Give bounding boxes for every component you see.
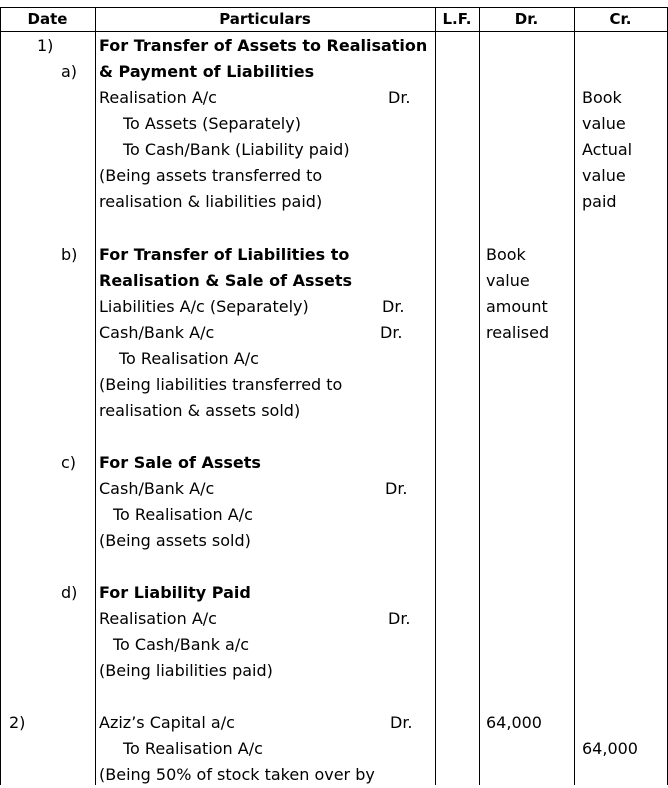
dr-amount-text: Book xyxy=(486,245,526,264)
credit-account: To Realisation A/c xyxy=(123,739,263,758)
entry-title: For Transfer of Assets to Realisation xyxy=(99,36,428,55)
col-border-date xyxy=(95,7,96,785)
col-border-dr xyxy=(574,7,575,785)
cr-amount-text: value xyxy=(582,166,626,185)
dr-amount-text: realised xyxy=(486,323,550,342)
dr-marker: Dr. xyxy=(388,609,411,628)
cr-amount: 64,000 xyxy=(582,739,638,758)
dr-marker: Dr. xyxy=(382,297,405,316)
dr-amount-text: amount xyxy=(486,297,548,316)
entry-number: 1) xyxy=(37,36,54,55)
debit-account: Realisation A/c xyxy=(99,609,217,628)
debit-account: Cash/Bank A/c xyxy=(99,479,215,498)
header-bottom-border xyxy=(0,31,668,32)
entry-sub-label: a) xyxy=(61,62,78,81)
narration: (Being liabilities transferred to xyxy=(99,375,343,394)
dr-marker: Dr. xyxy=(385,479,408,498)
header-lf: L.F. xyxy=(442,10,472,28)
entry-sub-label: c) xyxy=(61,453,77,472)
entry-sub-label: b) xyxy=(61,245,78,264)
col-border-particulars xyxy=(435,7,436,785)
dr-marker: Dr. xyxy=(380,323,403,342)
cr-amount-text: Actual xyxy=(582,140,633,159)
col-border-lf xyxy=(479,7,480,785)
header-dr: Dr. xyxy=(514,10,539,28)
entry-title: For Sale of Assets xyxy=(99,453,261,472)
narration: realisation & liabilities paid) xyxy=(99,192,323,211)
header-particulars: Particulars xyxy=(219,10,311,28)
cr-amount-text: paid xyxy=(582,192,617,211)
header-cr: Cr. xyxy=(609,10,632,28)
debit-account: Realisation A/c xyxy=(99,88,217,107)
narration: (Being assets transferred to xyxy=(99,166,323,185)
credit-account: To Assets (Separately) xyxy=(123,114,301,133)
credit-account: To Realisation A/c xyxy=(119,349,259,368)
narration: (Being liabilities paid) xyxy=(99,661,273,680)
narration: (Being assets sold) xyxy=(99,531,251,550)
entry-title: & Payment of Liabilities xyxy=(99,62,315,81)
dr-marker: Dr. xyxy=(390,713,413,732)
credit-account: To Cash/Bank (Liability paid) xyxy=(123,140,350,159)
entry-title: For Transfer of Liabilities to xyxy=(99,245,350,264)
dr-amount: 64,000 xyxy=(486,713,542,732)
debit-account: Liabilities A/c (Separately) xyxy=(99,297,309,316)
header-date: Date xyxy=(27,10,68,28)
credit-account: To Cash/Bank a/c xyxy=(113,635,250,654)
debit-account: Cash/Bank A/c xyxy=(99,323,215,342)
dr-amount-text: value xyxy=(486,271,530,290)
narration: realisation & assets sold) xyxy=(99,401,301,420)
debit-account: Aziz’s Capital a/c xyxy=(99,713,235,732)
cr-amount-text: Book xyxy=(582,88,622,107)
col-border-left xyxy=(0,7,1,785)
credit-account: To Realisation A/c xyxy=(113,505,253,524)
entry-number: 2) xyxy=(9,713,26,732)
dr-marker: Dr. xyxy=(388,88,411,107)
cr-amount-text: value xyxy=(582,114,626,133)
entry-sub-label: d) xyxy=(61,583,78,602)
entry-title: Realisation & Sale of Assets xyxy=(99,271,353,290)
narration: (Being 50% of stock taken over by xyxy=(99,765,375,784)
entry-title: For Liability Paid xyxy=(99,583,251,602)
